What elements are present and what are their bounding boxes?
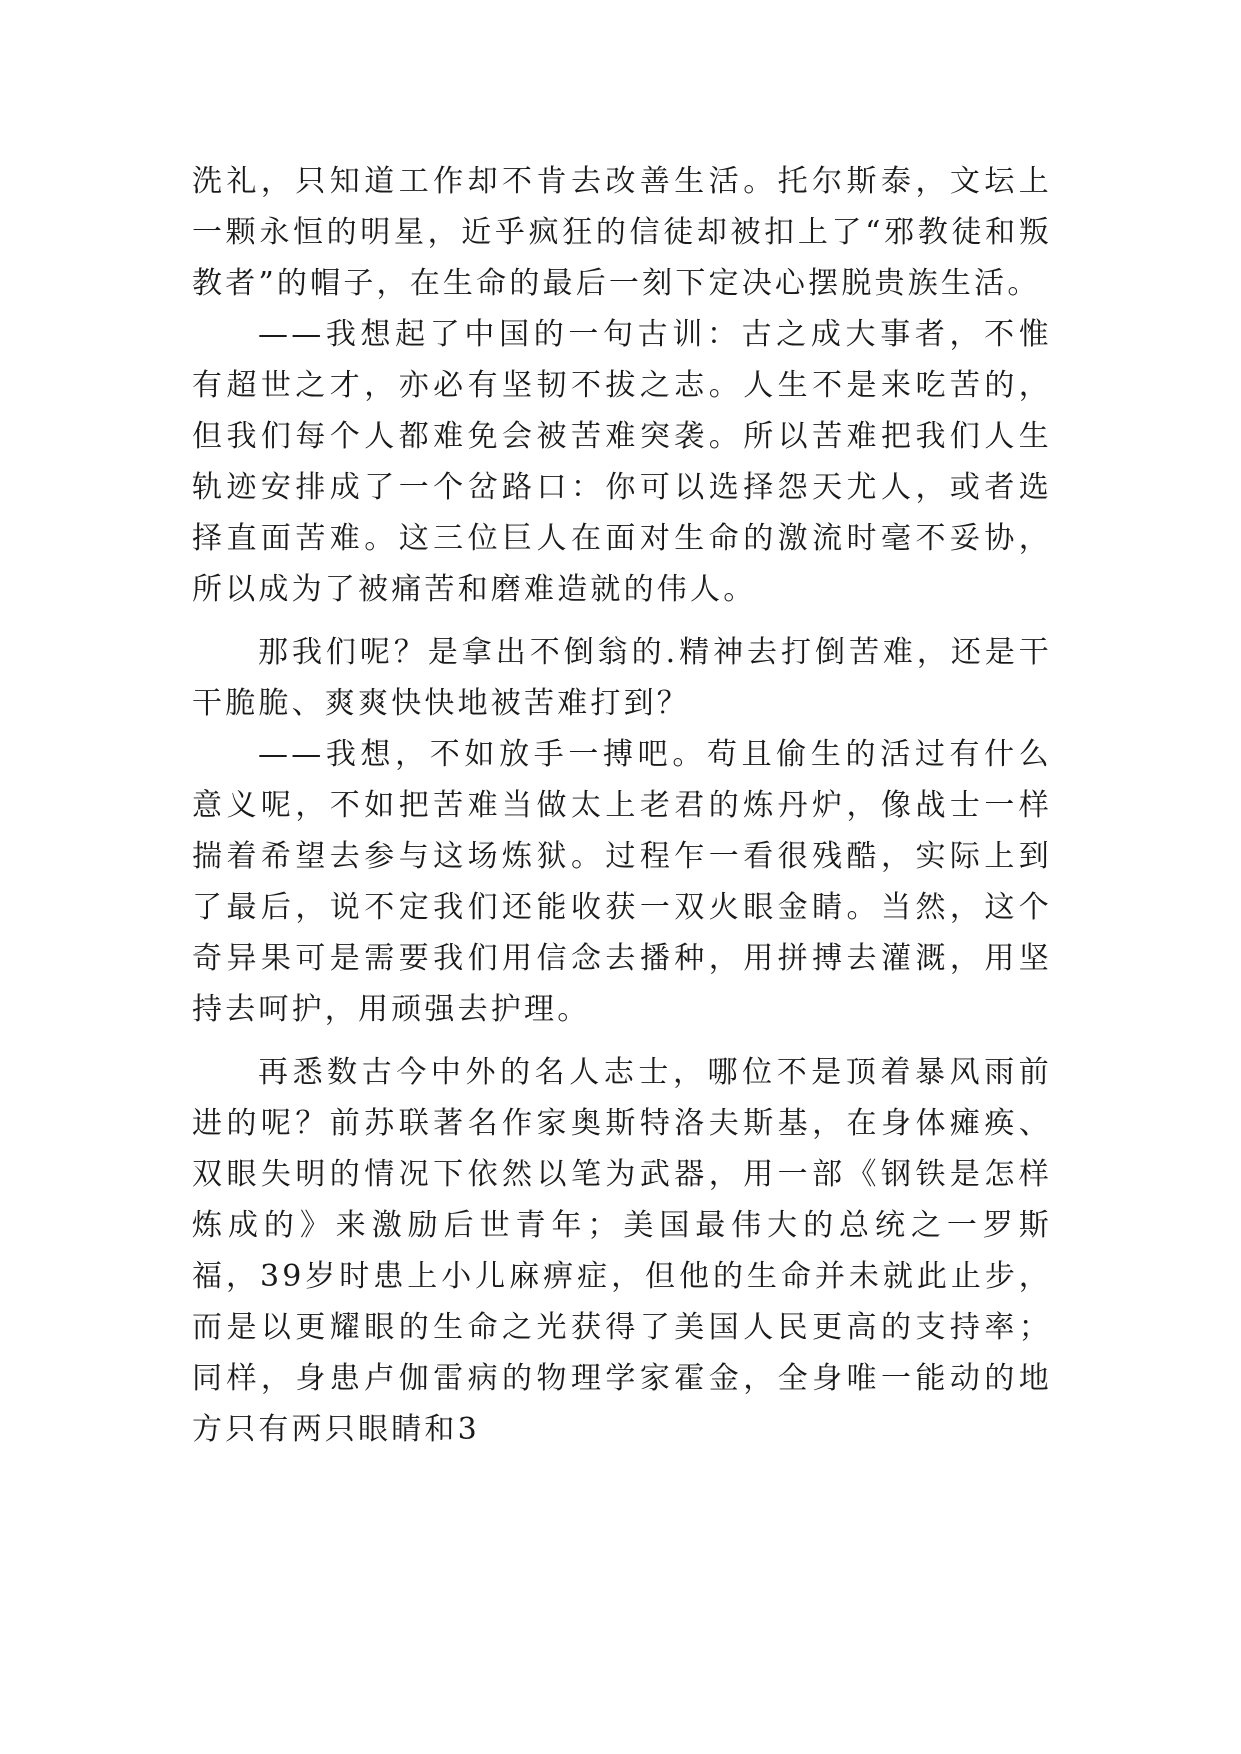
paragraph-5: 再悉数古今中外的名人志士，哪位不是顶着暴风雨前进的呢？前苏联著名作家奥斯特洛夫斯基，在身体瘫痪、双眼失明的情况下依然以笔为武器，用一部《钢铁是怎样炼成的》来激励后世青年；美国最伟大的总统之一罗斯福，39岁时患上小儿麻痹症，但他的生命并未就此止步，而是以更耀眼的生命之光获得了美国人民更高的支持率；同样，身患卢伽雷病的物理学家霍金，全身唯一能动的地方只有两只眼睛和3	[192, 1055, 1052, 1447]
paragraph-2: ——我想起了中国的一句古训：古之成大事者，不惟有超世之才，亦必有坚韧不拔之志。人生不是来吃苦的，但我们每个人都难免会被苦难突袭。所以苦难把我们人生轨迹安排成了一个岔路口：你可以选择怨天尤人，或者选择直面苦难。这三位巨人在面对生命的激流时毫不妥协，所以成为了被痛苦和磨难造就的伟人。	[192, 317, 1052, 607]
paragraph-1: 洗礼，只知道工作却不肯去改善生活。托尔斯泰，文坛上一颗永恒的明星，近乎疯狂的信徒却被扣上了“邪教徒和叛教者”的帽子，在生命的最后一刻下定决心摆脱贵族生活。	[192, 164, 1052, 301]
paragraph-3: 那我们呢？是拿出不倒翁的.精神去打倒苦难，还是干干脆脆、爽爽快快地被苦难打到？	[192, 635, 1052, 721]
paragraph-4: ——我想，不如放手一搏吧。苟且偷生的活过有什么意义呢，不如把苦难当做太上老君的炼丹炉，像战士一样揣着希望去参与这场炼狱。过程乍一看很残酷，实际上到了最后，说不定我们还能收获一双火眼金睛。当然，这个奇异果可是需要我们用信念去播种，用拼搏去灌溉，用坚持去呵护，用顽强去护理。	[192, 737, 1052, 1027]
document-body	[192, 156, 1052, 1455]
